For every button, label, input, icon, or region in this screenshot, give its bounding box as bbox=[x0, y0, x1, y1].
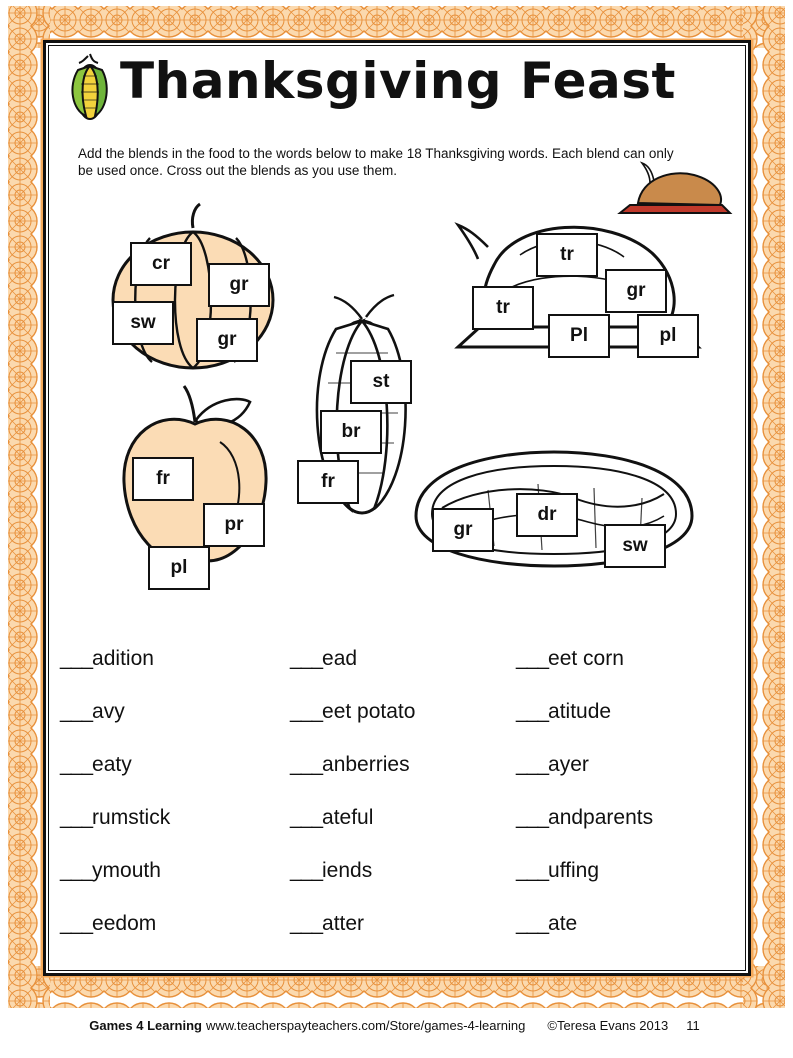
word-item[interactable] bbox=[290, 804, 516, 857]
word-item[interactable] bbox=[290, 910, 516, 963]
blend-tr-2[interactable] bbox=[472, 286, 534, 330]
blend-label: cr bbox=[152, 253, 170, 274]
blend-label: gr bbox=[453, 519, 473, 540]
word-item[interactable] bbox=[60, 645, 290, 698]
instructions-text: Add the blends in the food to the words below to make 18 Thanksgiving words. Each blend can only be used once. Cross out the blends as you use them. bbox=[78, 146, 674, 178]
blend-dr[interactable] bbox=[516, 493, 578, 537]
blend-label: fr bbox=[321, 471, 335, 492]
blend-sw-1[interactable] bbox=[112, 301, 174, 345]
blend-label: gr bbox=[217, 329, 237, 350]
answer-blank[interactable]: ___ bbox=[289, 647, 323, 670]
word-item[interactable] bbox=[60, 698, 290, 751]
word-item[interactable] bbox=[60, 857, 290, 910]
answer-blank[interactable]: ___ bbox=[289, 859, 323, 882]
word-item[interactable] bbox=[516, 804, 740, 857]
word-list bbox=[60, 645, 740, 963]
blend-label: pl bbox=[170, 557, 188, 578]
word-ending: rumstick bbox=[92, 806, 171, 829]
word-ending: ymouth bbox=[92, 859, 161, 882]
word-ending: eet potato bbox=[322, 700, 416, 723]
word-item[interactable] bbox=[60, 910, 290, 963]
answer-blank[interactable]: ___ bbox=[289, 700, 323, 723]
blend-label: gr bbox=[229, 274, 249, 295]
blend-label: Pl bbox=[570, 325, 588, 346]
blend-gr-3[interactable] bbox=[605, 269, 667, 313]
answer-blank[interactable]: ___ bbox=[289, 912, 323, 935]
word-ending: eaty bbox=[92, 753, 132, 776]
word-column-1 bbox=[60, 645, 290, 963]
word-item[interactable] bbox=[60, 751, 290, 804]
blend-gr-1[interactable] bbox=[208, 263, 270, 307]
food-illustrations bbox=[48, 175, 746, 635]
blend-label: sw bbox=[622, 535, 648, 556]
word-ending: eet corn bbox=[548, 647, 624, 670]
blend-fr-corn[interactable] bbox=[297, 460, 359, 504]
answer-blank[interactable]: ___ bbox=[289, 806, 323, 829]
answer-blank[interactable]: ___ bbox=[515, 912, 549, 935]
blend-cr[interactable] bbox=[130, 242, 192, 286]
turkey-small-illustration bbox=[608, 157, 738, 227]
word-item[interactable] bbox=[290, 698, 516, 751]
blend-br[interactable] bbox=[320, 410, 382, 454]
word-ending: ateful bbox=[322, 806, 374, 829]
blend-gr-2[interactable] bbox=[196, 318, 258, 362]
answer-blank[interactable]: ___ bbox=[515, 859, 549, 882]
answer-blank[interactable]: ___ bbox=[515, 806, 549, 829]
blend-label: st bbox=[372, 371, 390, 392]
answer-blank[interactable]: ___ bbox=[60, 806, 93, 829]
page-title: Thanksgiving Feast bbox=[120, 52, 676, 110]
corn-cob-icon bbox=[62, 50, 118, 122]
blend-label: sw bbox=[130, 312, 156, 333]
word-item[interactable] bbox=[516, 698, 740, 751]
blend-pl-lower[interactable] bbox=[637, 314, 699, 358]
blend-label: pl bbox=[659, 325, 677, 346]
blend-sw-pie[interactable] bbox=[604, 524, 666, 568]
word-item[interactable] bbox=[290, 857, 516, 910]
footer-brand: Games 4 Learning bbox=[89, 1018, 202, 1033]
word-item[interactable] bbox=[516, 645, 740, 698]
word-ending: eedom bbox=[92, 912, 157, 935]
word-ending: atter bbox=[322, 912, 365, 935]
word-ending: ate bbox=[548, 912, 578, 935]
blend-label: tr bbox=[496, 297, 510, 318]
blend-pl-apple[interactable] bbox=[148, 546, 210, 590]
blend-pr[interactable] bbox=[203, 503, 265, 547]
word-column-2 bbox=[290, 645, 516, 963]
blend-label: dr bbox=[537, 504, 557, 525]
footer-url: www.teacherspayteachers.com/Store/games-4-learning bbox=[205, 1018, 526, 1033]
answer-blank[interactable]: ___ bbox=[515, 700, 549, 723]
answer-blank[interactable]: ___ bbox=[60, 700, 93, 723]
answer-blank[interactable]: ___ bbox=[60, 647, 93, 670]
answer-blank[interactable]: ___ bbox=[60, 753, 93, 776]
blend-st[interactable] bbox=[350, 360, 412, 404]
word-ending: ayer bbox=[548, 753, 589, 776]
footer-copyright: ©Teresa Evans 2013 bbox=[547, 1018, 669, 1033]
footer-page-number: 11 bbox=[686, 1018, 700, 1033]
answer-blank[interactable]: ___ bbox=[515, 647, 549, 670]
word-item[interactable] bbox=[60, 804, 290, 857]
word-ending: andparents bbox=[548, 806, 654, 829]
word-item[interactable] bbox=[516, 910, 740, 963]
word-ending: avy bbox=[92, 700, 125, 723]
answer-blank[interactable]: ___ bbox=[289, 753, 323, 776]
blend-pl-upper[interactable] bbox=[548, 314, 610, 358]
blend-fr-apple[interactable] bbox=[132, 457, 194, 501]
word-item[interactable] bbox=[516, 857, 740, 910]
page-footer bbox=[0, 1018, 793, 1033]
blend-label: br bbox=[341, 421, 361, 442]
word-item[interactable] bbox=[290, 645, 516, 698]
word-ending: anberries bbox=[322, 753, 410, 776]
word-item[interactable] bbox=[290, 751, 516, 804]
word-item[interactable] bbox=[516, 751, 740, 804]
answer-blank[interactable]: ___ bbox=[60, 912, 93, 935]
word-column-3 bbox=[516, 645, 740, 963]
blend-label: pr bbox=[224, 514, 244, 535]
word-ending: ead bbox=[322, 647, 358, 670]
blend-gr-pie[interactable] bbox=[432, 508, 494, 552]
word-ending: adition bbox=[92, 647, 154, 670]
blend-label: gr bbox=[626, 280, 646, 301]
word-ending: uffing bbox=[548, 859, 600, 882]
word-ending: atitude bbox=[548, 700, 612, 723]
blend-label: tr bbox=[560, 244, 574, 265]
answer-blank[interactable]: ___ bbox=[515, 753, 549, 776]
blend-tr-1[interactable] bbox=[536, 233, 598, 277]
blend-label: fr bbox=[156, 468, 170, 489]
answer-blank[interactable]: ___ bbox=[60, 859, 93, 882]
word-ending: iends bbox=[322, 859, 373, 882]
